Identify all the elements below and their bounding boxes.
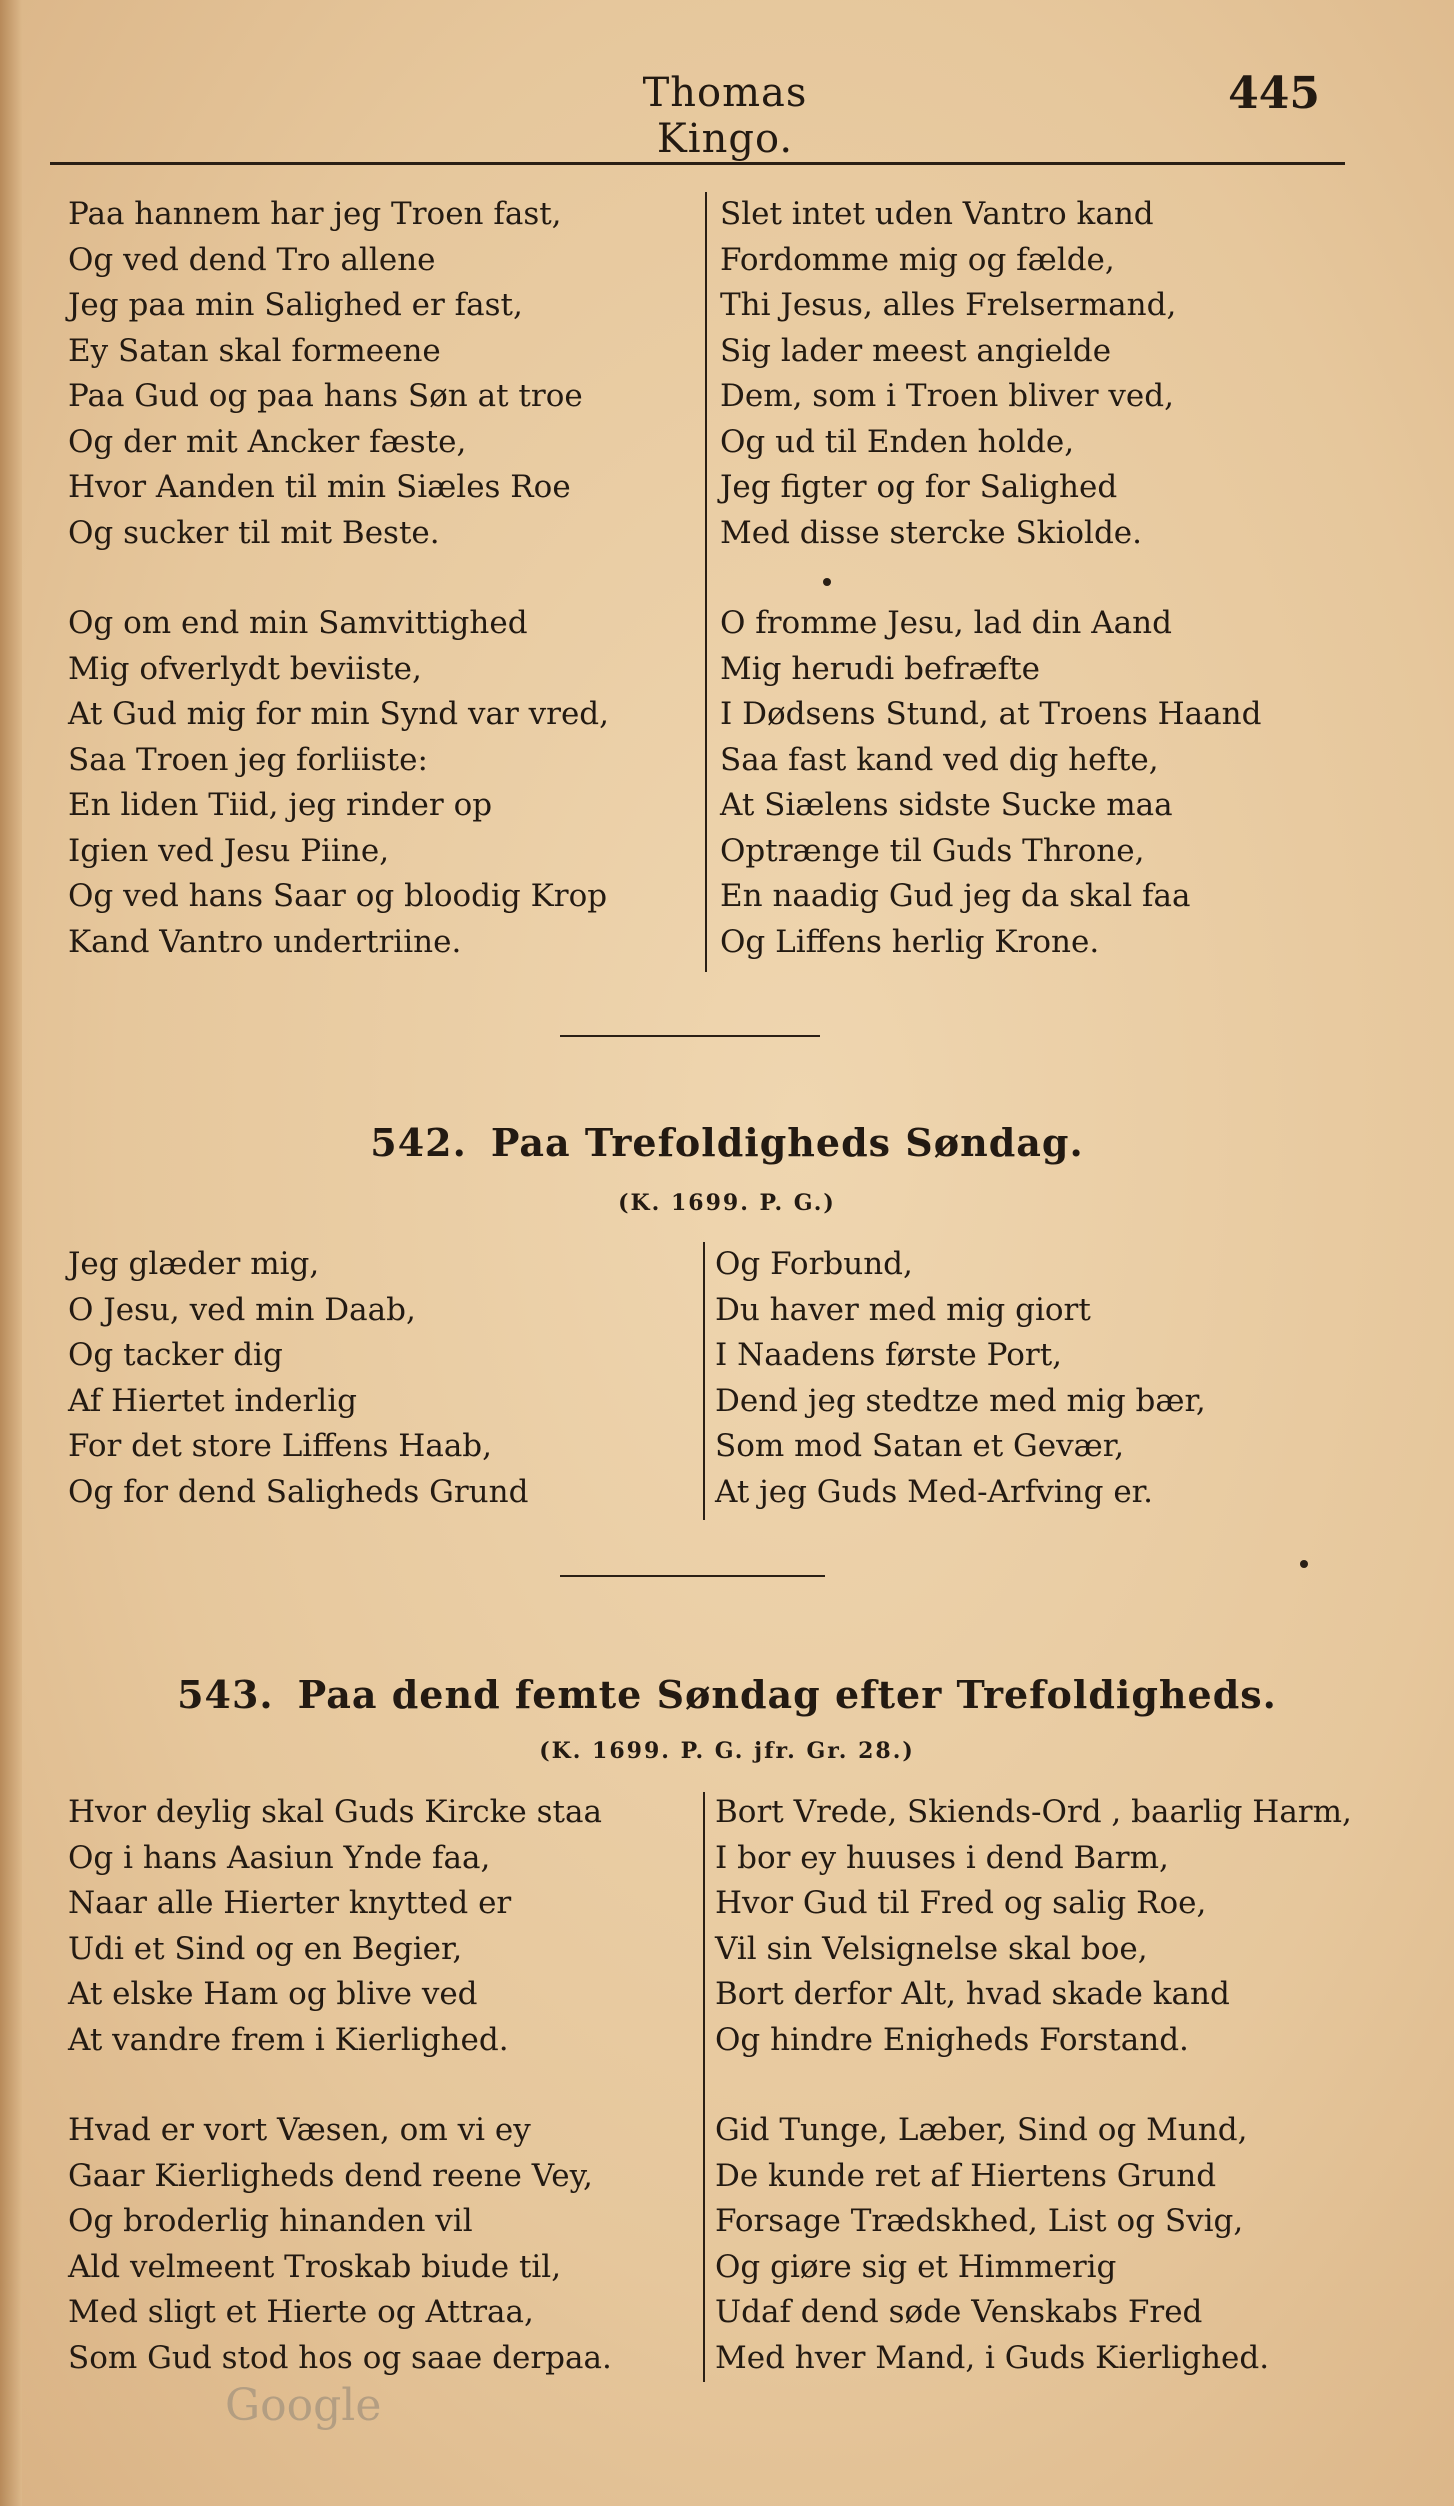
verse-line: Og Liffens herlig Krone. [720,923,1100,960]
verse-line: Vil sin Velsignelse skal boe, [715,1930,1148,1967]
verse-line: At Gud mig for min Synd var vred, [68,696,609,732]
verse-line: Som Gud stod hos og saae derpaa. [68,2339,612,2376]
verse-line: I bor ey huuses i dend Barm, [715,1839,1169,1876]
top-left-column [68,192,609,965]
verse-line: Paa hannem har jeg Troen fast, [68,196,562,232]
verse-line: Naar alle Hierter knytted er [68,1885,512,1921]
stanza [720,601,1261,965]
verse-line: Gid Tunge, Læber, Sind og Mund, [715,2112,1248,2148]
hymn-number: 543. [177,1672,274,1717]
hymn-543-source: (K. 1699. P. G. jfr. Gr. 28.) [539,1738,915,1764]
verse-line: Saa Troen jeg forliiste: [68,741,428,778]
verse-line: Og tacker dig [68,1337,283,1373]
google-watermark: Google [225,2380,382,2431]
section-rule [560,1035,820,1037]
verse-line: Hvad er vort Væsen, om vi ey [68,2112,531,2148]
verse-line: Fordomme mig og fælde, [720,241,1115,278]
verse-line: Kand Vantro undertriine. [68,923,462,960]
stanza [68,1790,612,2063]
verse-line: Og i hans Aasiun Ynde faa, [68,1839,491,1876]
hymn-542-heading [0,1120,1454,1165]
verse-line: Mig ofverlydt beviiste, [68,650,422,687]
verse-line: Du haver med mig giort [715,1291,1091,1328]
verse-line: Saa fast kand ved dig hefte, [720,741,1159,778]
verse-line: Og for dend Saligheds Grund [68,1473,529,1510]
verse-line: Dend jeg stedtze med mig bær, [715,1382,1206,1419]
stanza [720,192,1261,556]
hymn-title: Paa dend femte Søndag efter Trefoldigheds. [297,1672,1277,1717]
hymn-543-right-column [715,1790,1352,2381]
verse-line: Jeg paa min Salighed er fast, [68,287,523,323]
verse-line: Slet intet uden Vantro kand [720,196,1154,232]
verse-line: O fromme Jesu, lad din Aand [720,605,1172,641]
verse-line: En liden Tiid, jeg rinder op [68,787,493,823]
hymn-542-right-column [715,1242,1206,1515]
verse-line: At vandre frem i Kierlighed. [68,2021,509,2058]
verse-line: Og sucker til mit Beste. [68,514,440,551]
verse-line: Udi et Sind og en Begier, [68,1930,463,1967]
verse-line: Bort Vrede, Skiends-Ord , baarlig Harm, [715,1794,1352,1830]
stanza [68,192,609,556]
verse-line: Ey Satan skal formeene [68,332,441,369]
verse-line: Med sligt et Hierte og Attraa, [68,2294,534,2330]
verse-line: Og ved hans Saar og bloodig Krop [68,878,608,914]
header-rule [50,162,1345,165]
verse-line: En naadig Gud jeg da skal faa [720,878,1191,914]
verse-line: Ald velmeent Troskab biude til, [68,2248,562,2285]
verse-line: Med disse stercke Skiolde. [720,514,1142,551]
verse-line: Optrænge til Guds Throne, [720,832,1145,869]
verse-line: At elske Ham og blive ved [68,1976,478,2012]
verse-line: Med hver Mand, i Guds Kierlighed. [715,2339,1270,2376]
verse-line: De kunde ret af Hiertens Grund [715,2157,1217,2194]
verse-line: Og ved dend Tro allene [68,241,436,278]
verse-line: At Siælens sidste Sucke maa [720,787,1173,823]
verse-line: Hvor deylig skal Guds Kircke staa [68,1794,602,1830]
verse-line: For det store Liffens Haab, [68,1428,492,1464]
top-right-column [720,192,1261,965]
verse-line: I Naadens første Port, [715,1337,1063,1373]
running-header-title: Thomas Kingo. [642,70,808,162]
verse-line: Af Hiertet inderlig [68,1382,357,1419]
verse-line: Og giøre sig et Himmerig [715,2248,1117,2285]
hymn-542-left-column [68,1242,528,1515]
section-rule [560,1575,825,1577]
hymn-543-heading [0,1672,1454,1717]
verse-line: At jeg Guds Med-Arfving er. [715,1473,1153,1510]
column-divider [703,1242,705,1520]
verse-line: Og Forbund, [715,1246,913,1282]
verse-line: Og broderlig hinanden vil [68,2203,473,2239]
hymn-542-source: (K. 1699. P. G.) [618,1190,836,1216]
stanza [68,2108,612,2381]
stray-ink-mark [1300,1560,1308,1568]
hymn-543-left-column [68,1790,612,2381]
verse-line: Bort derfor Alt, hvad skade kand [715,1976,1230,2012]
verse-line: Og hindre Enigheds Forstand. [715,2021,1189,2058]
verse-line: Forsage Trædskhed, List og Svig, [715,2203,1244,2239]
verse-line: Gaar Kierligheds dend reene Vey, [68,2157,593,2194]
stanza [715,1790,1352,2063]
verse-line: Mig herudi befræfte [720,650,1040,687]
verse-line: Paa Gud og paa hans Søn at troe [68,378,583,414]
page-binding-edge [0,0,22,2506]
verse-line: O Jesu, ved min Daab, [68,1291,416,1328]
page-number: 445 [1228,68,1320,119]
verse-line: Jeg glæder mig, [68,1246,320,1282]
verse-line: Og der mit Ancker fæste, [68,423,467,460]
verse-line: Som mod Satan et Gevær, [715,1428,1125,1464]
column-divider [703,1792,705,2382]
verse-line: Igien ved Jesu Piine, [68,832,390,869]
verse-line: Udaf dend søde Venskabs Fred [715,2294,1203,2330]
verse-line: Dem, som i Troen bliver ved, [720,378,1174,414]
verse-line: Og om end min Samvittighed [68,605,528,641]
verse-line: Jeg figter og for Salighed [720,469,1118,505]
verse-line: Og ud til Enden holde, [720,423,1075,460]
stanza-ornament [823,578,831,586]
verse-line: Hvor Gud til Fred og salig Roe, [715,1885,1207,1921]
verse-line: I Dødsens Stund, at Troens Haand [720,696,1262,732]
stanza [715,2108,1352,2381]
stanza [68,601,609,965]
column-divider [705,192,707,972]
verse-line: Sig lader meest angielde [720,332,1112,369]
hymn-number: 542. [370,1120,467,1165]
hymn-title: Paa Trefoldigheds Søndag. [490,1120,1084,1165]
verse-line: Thi Jesus, alles Frelsermand, [720,287,1177,323]
verse-line: Hvor Aanden til min Siæles Roe [68,469,571,505]
